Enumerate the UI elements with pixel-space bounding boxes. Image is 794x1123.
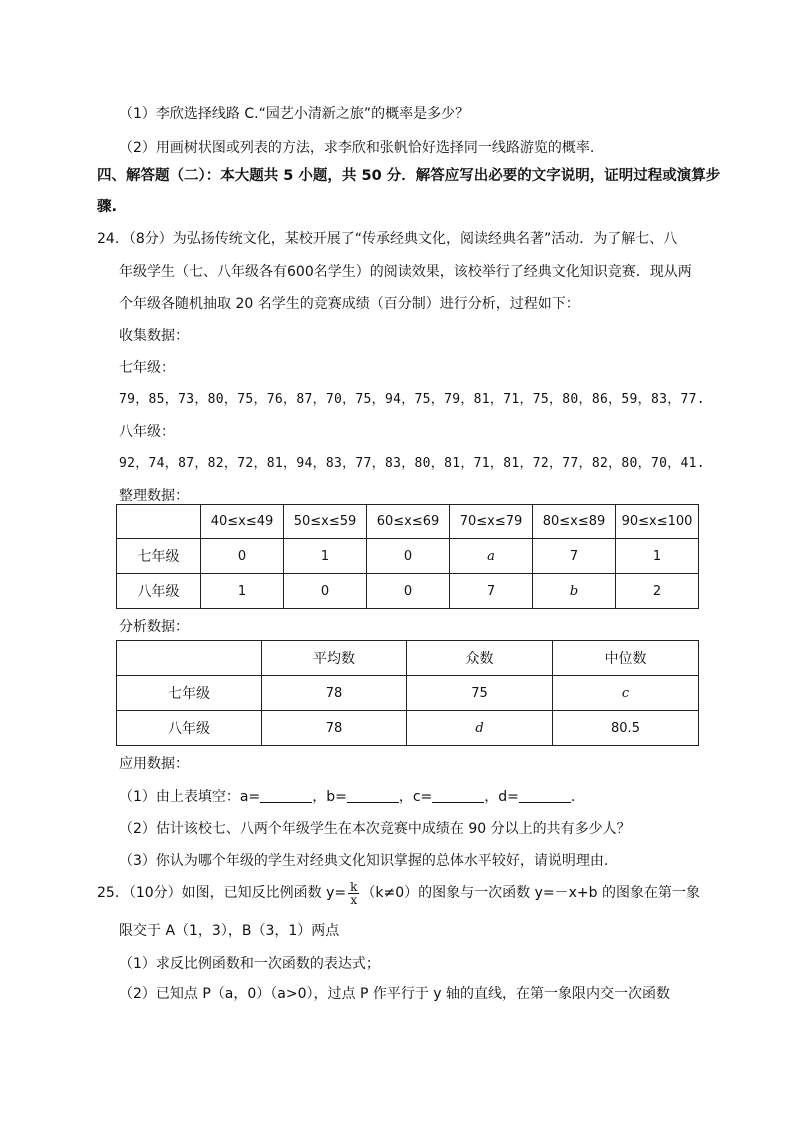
q24-line2: 年级学生（七、八年级各有600名学生）的阅读效果，该校举行了经典文化知识竞赛．现从两	[119, 264, 692, 280]
table-cell: 78	[262, 711, 407, 746]
grade7-data: 79，85，73，80，75，76，87，70，75，94，75，79，81，71，75，80，86，59，83，77.	[119, 392, 705, 407]
header-cell: 90≤x≤100	[616, 505, 699, 539]
table-cell: a	[450, 539, 533, 574]
blank-d	[519, 788, 571, 803]
row-label: 七年级	[117, 539, 201, 574]
statistics-table-header	[117, 641, 699, 676]
blank-a	[260, 788, 312, 803]
grade7-label: 七年级：	[119, 360, 175, 376]
table-cell: 1	[284, 539, 367, 574]
table-cell: 80.5	[553, 711, 699, 746]
row-label: 七年级	[117, 676, 262, 711]
statistics-table	[116, 640, 699, 746]
q25-line1	[97, 880, 700, 906]
table-row	[117, 574, 699, 609]
table-cell: 0	[284, 574, 367, 609]
header-cell: 70≤x≤79	[450, 505, 533, 539]
table-cell: c	[553, 676, 699, 711]
table-cell: d	[407, 711, 553, 746]
q23-sub2: （2）用画树状图或列表的方法，求李欣和张帆恰好选择同一线路游览的概率.	[119, 140, 595, 156]
table-cell: 0	[367, 539, 450, 574]
header-cell: 50≤x≤59	[284, 505, 367, 539]
table-row	[117, 539, 699, 574]
row-label: 八年级	[117, 574, 201, 609]
blank-c	[432, 788, 484, 803]
section4-heading: 四、解答题（二）：本大题共 5 小题，共 50 分．解答应写出必要的文字说明，证明过程或演算步	[97, 168, 721, 184]
blank-a-label: a=	[239, 789, 261, 805]
q24-sub3: （3）你认为哪个年级的学生对经典文化知识掌握的总体水平较好，请说明理由.	[119, 853, 609, 869]
table-cell: 1	[201, 574, 284, 609]
q25-sub2: （2）已知点 P（a，0）（a>0），过点 P 作平行于 y 轴的直线，在第一象限内交一次函数	[119, 986, 671, 1002]
frequency-table-header	[117, 505, 699, 539]
grade8-data: 92，74，87，82，72，81，94，83，77，83，80，81，71，81，72，77，82，80，70，41.	[119, 456, 705, 471]
q24-line3: 个年级各随机抽取 20 名学生的竞赛成绩（百分制）进行分析，过程如下：	[119, 296, 580, 312]
table-cell: 0	[367, 574, 450, 609]
q25-sub1: （1）求反比例函数和一次函数的表达式；	[119, 956, 380, 972]
header-cell: 80≤x≤89	[533, 505, 616, 539]
q24-sub1	[119, 787, 575, 807]
collect-label: 收集数据：	[119, 328, 189, 344]
section4-heading-cont: 骤.	[97, 199, 118, 215]
table-cell: 75	[407, 676, 553, 711]
blank-d-label: d=	[498, 789, 519, 805]
grade8-label: 八年级：	[119, 424, 175, 440]
table-cell: 78	[262, 676, 407, 711]
frequency-table	[116, 504, 699, 609]
blank-c-label: c=	[412, 789, 433, 805]
organize-label: 整理数据：	[119, 488, 189, 504]
blank-b	[347, 788, 399, 803]
sub1-prefix: （1）由上表填空：	[119, 789, 240, 805]
table-cell: 7	[533, 539, 616, 574]
header-cell: 众数	[407, 641, 553, 676]
analyze-label: 分析数据：	[119, 619, 189, 635]
fraction-k-over-x	[348, 881, 359, 906]
row-label: 八年级	[117, 711, 262, 746]
separator: ，	[312, 789, 327, 805]
table-cell: 7	[450, 574, 533, 609]
table-cell: 1	[616, 539, 699, 574]
table-cell: 0	[201, 539, 284, 574]
blank-b-label: b=	[326, 789, 347, 805]
table-cell: b	[533, 574, 616, 609]
period: .	[570, 789, 576, 805]
q25-line2: 限交于 A（1，3），B（3，1）两点	[119, 923, 340, 939]
header-cell: 中位数	[553, 641, 699, 676]
q25-line1-start: 25．（10分）如图，已知反比例函数 y=	[97, 885, 347, 901]
separator: ，	[484, 789, 499, 805]
table-cell: 2	[616, 574, 699, 609]
separator: ，	[398, 789, 413, 805]
header-cell: 60≤x≤69	[367, 505, 450, 539]
q23-sub1: （1）李欣选择线路 C.“园艺小清新之旅”的概率是多少？	[119, 106, 470, 122]
table-row	[117, 711, 699, 746]
q24-sub2: （2）估计该校七、八两个年级学生在本次竞赛中成绩在 90 分以上的共有多少人？	[119, 821, 631, 837]
fraction-numerator: k	[350, 879, 358, 894]
q24-line1: 24．（8分）为弘扬传统文化，某校开展了“传承经典文化，阅读经典名著”活动．为了解七、八	[97, 231, 678, 247]
header-cell	[117, 505, 201, 539]
fraction-denominator: x	[350, 892, 358, 907]
q25-line1-end: （k≠0）的图象与一次函数 y=－x+b 的图象在第一象	[361, 885, 700, 901]
header-cell	[117, 641, 262, 676]
header-cell: 40≤x≤49	[201, 505, 284, 539]
header-cell: 平均数	[262, 641, 407, 676]
apply-label: 应用数据：	[119, 756, 189, 772]
table-row	[117, 676, 699, 711]
